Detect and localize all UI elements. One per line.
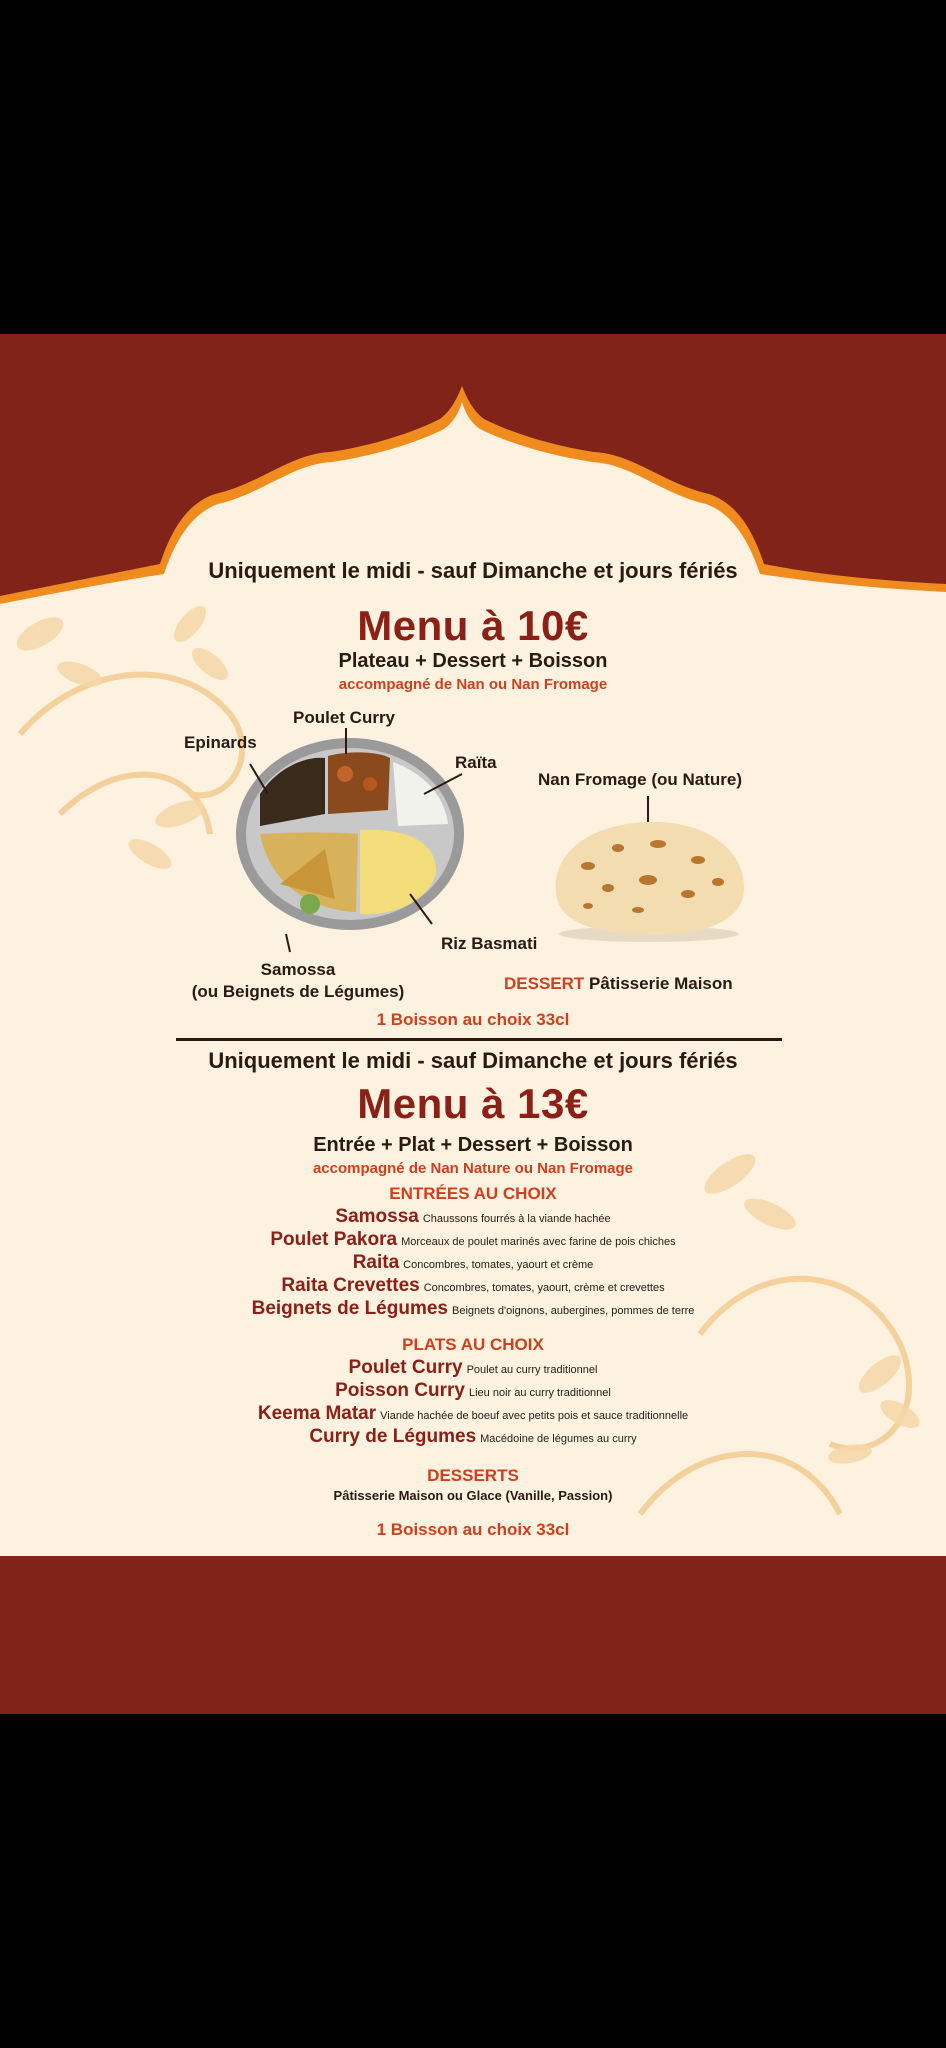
dessert-label: DESSERT bbox=[504, 974, 585, 993]
dessert-row bbox=[504, 974, 733, 994]
menu-13-title: Menu à 13€ bbox=[357, 1080, 589, 1127]
label-riz-basmati: Riz Basmati bbox=[441, 934, 538, 953]
list-item: Raita Crevettes Concombres, tomates, yaourt, crème et crevettes bbox=[281, 1275, 665, 1296]
menu-13-drink: 1 Boisson au choix 33cl bbox=[376, 1520, 570, 1539]
desserts-heading: DESSERTS bbox=[427, 1466, 519, 1485]
desserts-text: Pâtisserie Maison ou Glace (Vanille, Passion) bbox=[333, 1488, 613, 1503]
list-item: Keema Matar Viande hachée de boeuf avec petits pois et sauce traditionnelle bbox=[257, 1403, 689, 1424]
label-samossa: Samossa bbox=[260, 960, 336, 979]
list-item: Raita Concombres, tomates, yaourt et crème bbox=[352, 1252, 594, 1273]
label-nan: Nan Fromage (ou Nature) bbox=[538, 770, 743, 789]
menu-poster bbox=[0, 334, 946, 1714]
availability-note: Uniquement le midi - sauf Dimanche et jours fériés bbox=[208, 558, 738, 583]
label-epinards: Epinards bbox=[184, 733, 257, 752]
menu-10-title: Menu à 10€ bbox=[357, 602, 589, 649]
dessert-text: Pâtisserie Maison bbox=[589, 974, 733, 993]
menu-13-accompaniment: accompagné de Nan Nature ou Nan Fromage bbox=[312, 1160, 634, 1177]
list-item: Poisson Curry Lieu noir au curry traditionnel bbox=[335, 1380, 611, 1401]
menu-13-combo: Entrée + Plat + Dessert + Boisson bbox=[313, 1134, 633, 1156]
label-poulet-curry: Poulet Curry bbox=[293, 708, 396, 727]
label-raita: Raïta bbox=[455, 753, 497, 772]
menu-13-availability-note: Uniquement le midi - sauf Dimanche et jours fériés bbox=[208, 1048, 738, 1073]
menu-10-combo: Plateau + Dessert + Boisson bbox=[338, 650, 608, 672]
list-item: Curry de Légumes Macédoine de légumes au curry bbox=[309, 1426, 637, 1447]
list-item: Poulet Pakora Morceaux de poulet marinés avec farine de pois chiches bbox=[270, 1229, 676, 1250]
nan-bread-image bbox=[548, 814, 750, 944]
list-item: Beignets de Légumes Beignets d'oignons, aubergines, pommes de terre bbox=[251, 1298, 695, 1319]
menu-10-accompaniment: accompagné de Nan ou Nan Fromage bbox=[338, 676, 608, 693]
menu-10-drink: 1 Boisson au choix 33cl bbox=[376, 1010, 570, 1029]
label-samossa-alt: (ou Beignets de Légumes) bbox=[191, 982, 405, 1001]
section-divider bbox=[176, 1038, 782, 1041]
list-item: Samossa Chaussons fourrés à la viande hachée bbox=[335, 1206, 611, 1227]
plats-heading: PLATS AU CHOIX bbox=[402, 1335, 544, 1354]
entrees-heading: ENTRÉES AU CHOIX bbox=[389, 1184, 557, 1203]
list-item: Poulet Curry Poulet au curry traditionnel bbox=[348, 1357, 598, 1378]
